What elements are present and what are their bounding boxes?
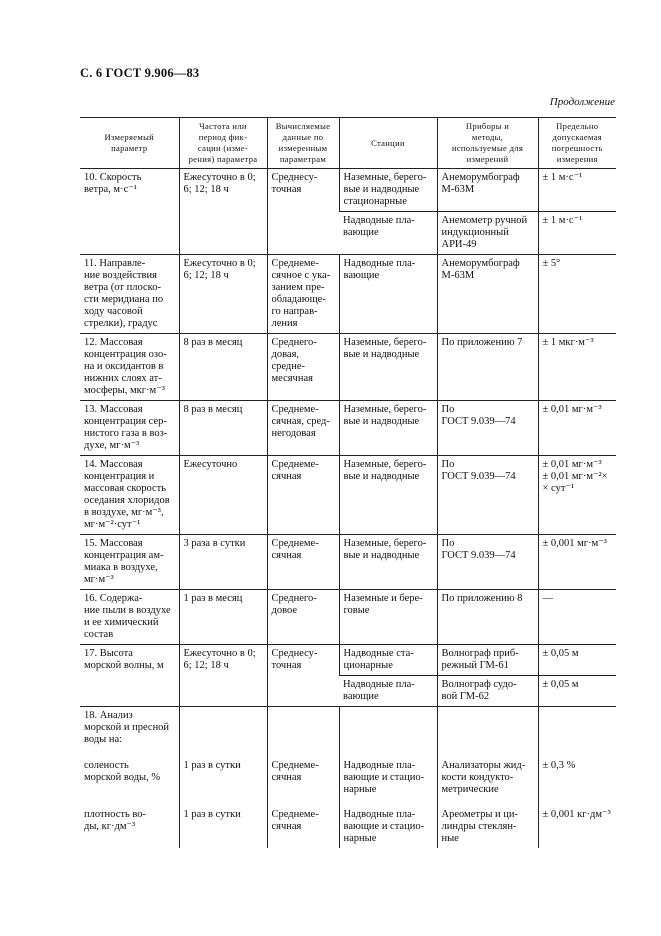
frequency-cell: [179, 590, 267, 645]
frequency-cell: [179, 645, 267, 707]
parameters-table: [80, 117, 616, 848]
calculated-cell: [267, 401, 339, 456]
station-cell-text: Надводные ста- ционарные: [343, 648, 414, 671]
column-header: Частота или период фик- сации (изме- рения) параметра: [179, 118, 267, 169]
station-cell: [339, 676, 437, 707]
frequency-cell-text: Ежесуточно в 0; 6; 12; 18 ч: [183, 258, 256, 281]
frequency-cell: [179, 169, 267, 255]
parameter-cell: [80, 456, 179, 535]
device-cell: [437, 590, 538, 645]
device-cell-text: По ГОСТ 9.039—74: [441, 538, 516, 561]
error-cell-text: ± 0,001 кг·дм⁻³: [542, 809, 611, 820]
device-cell: [437, 799, 538, 848]
error-cell: [538, 456, 616, 535]
frequency-cell-text: Ежесуточно в 0; 6; 12; 18 ч: [183, 648, 256, 671]
column-header: Приборы и методы, используемые для измерений: [437, 118, 538, 169]
frequency-cell-text: 8 раз в месяц: [183, 337, 243, 348]
station-cell-text: Наземные, берего- вые и надводные: [343, 459, 427, 482]
parameter-cell-text: 16. Содержа- ние пыли в воздухе и ее химический состав: [84, 593, 171, 640]
error-cell-text: —: [542, 593, 553, 604]
calculated-cell-text: Среднесу- точная: [271, 172, 318, 195]
device-cell: [437, 535, 538, 590]
device-cell: [437, 401, 538, 456]
device-cell: [437, 676, 538, 707]
parameter-cell: [80, 645, 179, 707]
error-cell-text: ± 0,001 мг·м⁻³: [542, 538, 607, 549]
calculated-cell-text: Среднеме- сячное с ука- занием пре- обладающе- го направ- ления: [271, 258, 331, 329]
station-cell: [339, 401, 437, 456]
station-cell-text: Наземные, берего- вые и надводные стационарные: [343, 172, 427, 207]
station-cell-text: Надводные пла- вающие: [343, 215, 415, 238]
frequency-cell-text: 1 раз в месяц: [183, 593, 243, 604]
parameter-cell-text: 12. Массовая концентрация озо- на и оксидантов в нижних слоях ат- мосферы, мкг·м⁻³: [84, 337, 167, 396]
parameter-cell-text: соленость морской воды, %: [84, 760, 161, 783]
station-cell: [339, 334, 437, 401]
device-cell-text: По приложению 8: [441, 593, 523, 604]
column-header: Предельно допускаемая погрешность измерения: [538, 118, 616, 169]
station-cell-text: Надводные пла- вающие: [343, 258, 416, 281]
error-cell-text: ± 0,05 м: [542, 648, 579, 659]
parameter-cell: [80, 535, 179, 590]
frequency-cell: [179, 750, 267, 799]
frequency-cell: [179, 535, 267, 590]
calculated-cell-text: Среднеме- сячная: [271, 809, 319, 832]
device-cell: [437, 255, 538, 334]
device-cell-text: Волнограф судо- вой ГМ-62: [441, 679, 517, 702]
table-row: [80, 645, 616, 676]
device-cell-text: Анализаторы жид- кости кондукто- метрические: [441, 760, 526, 795]
station-cell-text: Надводные пла- вающие и стацио- нарные: [343, 809, 425, 844]
error-cell: [538, 750, 616, 799]
table-row: [80, 750, 616, 799]
frequency-cell-text: Ежесуточно: [183, 459, 238, 470]
frequency-cell-text: 3 раза в сутки: [183, 538, 246, 549]
frequency-cell: [179, 334, 267, 401]
parameter-cell: [80, 590, 179, 645]
calculated-cell: [267, 707, 339, 751]
table-row: [80, 255, 616, 334]
device-cell-text: По ГОСТ 9.039—74: [441, 459, 516, 482]
calculated-cell-text: Среднеме- сячная: [271, 538, 319, 561]
parameter-cell-text: 15. Массовая концентрация ам- миака в воздухе, мг·м⁻³: [84, 538, 164, 585]
page-header: С. 6 ГОСТ 9.906—83: [80, 66, 200, 80]
device-cell-text: Ареометры и ци- линдры стеклян- ные: [441, 809, 518, 844]
calculated-cell: [267, 535, 339, 590]
station-cell: [339, 169, 437, 212]
column-header: Измеряемый параметр: [80, 118, 179, 169]
error-cell-text: ± 1 мкг·м⁻³: [542, 337, 594, 348]
device-cell: [437, 334, 538, 401]
parameter-cell-text: 14. Массовая концентрация и массовая скорость оседания хлоридов в воздухе, мг·м⁻³, мг·м⁻²·сут⁻¹: [84, 459, 170, 530]
device-cell-text: Анемометр ручной индукционный АРИ-49: [441, 215, 528, 250]
parameter-cell-text: 13. Массовая концентрация сер- нистого газа в воз- духе, мг·м⁻³: [84, 404, 168, 451]
calculated-cell: [267, 169, 339, 255]
error-cell-text: ± 0,05 м: [542, 679, 579, 690]
device-cell: [437, 456, 538, 535]
error-cell-text: ± 1 м·с⁻¹: [542, 172, 583, 183]
calculated-cell-text: Среднего- довая, средне- месячная: [271, 337, 317, 384]
table-row: [80, 456, 616, 535]
calculated-cell: [267, 645, 339, 707]
parameter-cell-text: 10. Скорость ветра, м·с⁻¹: [84, 172, 142, 195]
calculated-cell: [267, 255, 339, 334]
frequency-cell: [179, 401, 267, 456]
station-cell: [339, 255, 437, 334]
error-cell-text: ± 1 м·с⁻¹: [542, 215, 583, 226]
error-cell: [538, 676, 616, 707]
error-cell: [538, 334, 616, 401]
table-row: [80, 401, 616, 456]
table-row: [80, 535, 616, 590]
parameter-cell: [80, 255, 179, 334]
frequency-cell-text: 1 раз в сутки: [183, 809, 241, 820]
error-cell: [538, 401, 616, 456]
parameter-cell: [80, 750, 179, 799]
device-cell-text: По ГОСТ 9.039—74: [441, 404, 516, 427]
device-cell-text: Волнограф приб- режный ГМ-61: [441, 648, 519, 671]
calculated-cell-text: Среднего- довое: [271, 593, 317, 616]
error-cell: [538, 169, 616, 212]
station-cell-text: Наземные, берего- вые и надводные: [343, 404, 427, 427]
device-cell: [437, 645, 538, 676]
table-row: [80, 707, 616, 751]
frequency-cell: [179, 255, 267, 334]
station-cell: [339, 707, 437, 751]
table-header-row: [80, 118, 616, 169]
error-cell-text: ± 0,01 мг·м⁻³: [542, 404, 602, 415]
error-cell-text: ± 0,3 %: [542, 760, 576, 771]
device-cell: [437, 707, 538, 751]
station-cell: [339, 212, 437, 255]
frequency-cell-text: 1 раз в сутки: [183, 760, 241, 771]
station-cell-text: Наземные, берего- вые и надводные: [343, 337, 427, 360]
table-row: [80, 334, 616, 401]
parameter-cell: [80, 334, 179, 401]
calculated-cell: [267, 590, 339, 645]
calculated-cell: [267, 750, 339, 799]
calculated-cell-text: Среднеме- сячная: [271, 760, 319, 783]
device-cell: [437, 169, 538, 212]
station-cell: [339, 590, 437, 645]
frequency-cell: [179, 456, 267, 535]
column-header: Станции: [339, 118, 437, 169]
station-cell-text: Наземные и бере- говые: [343, 593, 423, 616]
calculated-cell: [267, 456, 339, 535]
frequency-cell-text: 8 раз в месяц: [183, 404, 243, 415]
error-cell-text: ± 5°: [542, 258, 561, 269]
parameter-cell-text: 18. Анализ морской и пресной воды на:: [84, 710, 170, 745]
continuation-label: Продолжение: [549, 96, 615, 108]
parameter-cell: [80, 799, 179, 848]
error-cell-text: ± 0,01 мг·м⁻³ ± 0,01 мг·м⁻²× × сут⁻¹: [542, 459, 608, 494]
frequency-cell: [179, 799, 267, 848]
parameter-cell: [80, 401, 179, 456]
station-cell: [339, 456, 437, 535]
parameter-cell-text: плотность во- ды, кг·дм⁻³: [84, 809, 146, 832]
station-cell: [339, 645, 437, 676]
table-row: [80, 590, 616, 645]
parameter-cell: [80, 169, 179, 255]
error-cell: [538, 212, 616, 255]
device-cell-text: Анеморумбограф М-63М: [441, 172, 520, 195]
station-cell-text: Наземные, берего- вые и надводные: [343, 538, 427, 561]
frequency-cell-text: Ежесуточно в 0; 6; 12; 18 ч: [183, 172, 256, 195]
parameter-cell: [80, 707, 179, 751]
station-cell: [339, 535, 437, 590]
station-cell-text: Надводные пла- вающие: [343, 679, 415, 702]
error-cell: [538, 707, 616, 751]
parameter-cell-text: 11. Направле- ние воздействия ветра (от плоско- сти меридиана по ходу часовой стрелки), градус: [84, 258, 164, 329]
calculated-cell-text: Среднеме- сячная, сред- негодовая: [271, 404, 330, 439]
station-cell: [339, 750, 437, 799]
error-cell: [538, 255, 616, 334]
parameter-cell-text: 17. Высота морской волны, м: [84, 648, 164, 671]
station-cell-text: Надводные пла- вающие и стацио- нарные: [343, 760, 425, 795]
device-cell: [437, 212, 538, 255]
calculated-cell-text: Среднесу- точная: [271, 648, 318, 671]
error-cell: [538, 645, 616, 676]
calculated-cell-text: Среднеме- сячная: [271, 459, 319, 482]
station-cell: [339, 799, 437, 848]
table-row: [80, 169, 616, 212]
device-cell: [437, 750, 538, 799]
device-cell-text: По приложению 7: [441, 337, 523, 348]
calculated-cell: [267, 334, 339, 401]
frequency-cell: [179, 707, 267, 751]
device-cell-text: Анеморумбограф М-63М: [441, 258, 520, 281]
calculated-cell: [267, 799, 339, 848]
error-cell: [538, 535, 616, 590]
error-cell: [538, 799, 616, 848]
error-cell: [538, 590, 616, 645]
column-header: Вычисляемые данные по измеренным параметрам: [267, 118, 339, 169]
table-row: [80, 799, 616, 848]
